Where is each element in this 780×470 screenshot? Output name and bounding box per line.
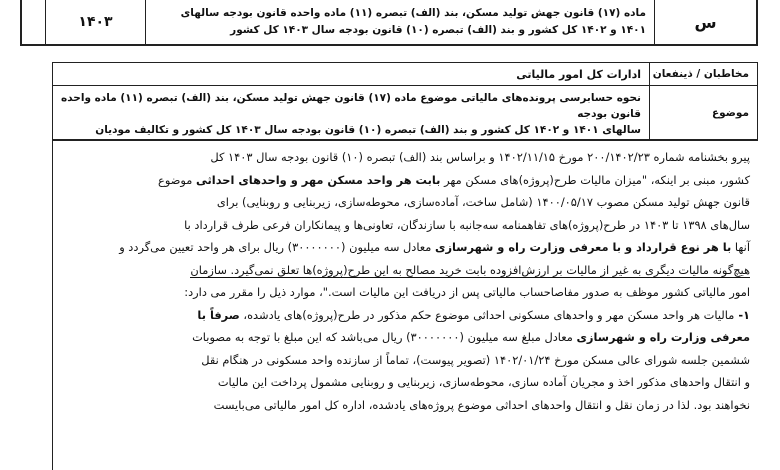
body-text-run: معادل سه میلیون (۳۰۰۰۰۰۰۰) ریال برای هر واحد تعیین می‌گردد و [119, 240, 436, 254]
subject-value [53, 86, 649, 139]
circular-year: ۱۴۰۳ [45, 0, 145, 44]
subject-line2: سالهای ۱۴۰۱ و ۱۴۰۲ کل کشور و بند (الف) تبصره (۱۰) قانون بودجه سال ۱۴۰۳ کل کشور و تکالیف مودیان [95, 124, 641, 136]
body-bold-run: با هر نوع قرارداد و با معرفی وزارت راه و شهرسازی [435, 240, 732, 254]
subject-line1: نحوه حسابرسی پرونده‌های مالیاتی موضوع ماده (۱۷) قانون جهش تولید مسکن، بند (الف) تبصره (۱۱) ماده واحده قانون بودجه [61, 92, 641, 120]
body-text-run: معادل مبلغ سه میلیون (۳۰۰۰۰۰۰۰) ریال می‌باشد که این مبلغ با توجه به مصوبات [192, 330, 577, 344]
addressee-value: ادارات کل امور مالیاتی [516, 67, 641, 81]
body-line: نخواهند بود. لذا در زمان نقل و انتقال واحدهای احداثی موضوع پروژه‌های یادشده، اداره کل امور مالیاتی می‌بایست [213, 397, 750, 412]
circular-body [58, 146, 750, 416]
body-bold-run: صرفاً با [197, 307, 240, 322]
body-line: و انتقال واحدهای مذکور اخذ و مجریان آماده سازی، محوطه‌سازی، زیربنایی و روبنایی مشمول پرداخت این مالیات [217, 375, 750, 389]
body-bold-run: بابت هر واحد مسکن مهر و واحدهای احداثی [196, 172, 441, 187]
body-line [58, 259, 750, 282]
body-text-run: مالیات هر واحد مسکن مهر و واحدهای مسکونی احداثی موضوع حکم مذکور در طرح(پروژه)های یادشده، [239, 307, 735, 322]
body-left-rule [52, 140, 53, 470]
body-line [58, 304, 750, 327]
addressee-row [53, 63, 757, 86]
body-text-run: کشور، مبنی بر اینکه، "میزان مالیات طرح(پروژه)های مسکن مهر [440, 172, 750, 187]
header-table [52, 62, 758, 140]
circular-info-table [20, 0, 758, 46]
body-top-rule [52, 140, 758, 141]
body-underlined-run: هیچ‌گونه مالیات دیگری به غیر از مالیات بر ارزش‌افزوده بابت خرید مصالح به این طرح(پروژه)ها تعلق نمی‌گیرد. سازمان [190, 262, 750, 277]
subject-label: موضوع [649, 86, 757, 139]
addressee-label: مخاطبان / ذینفعان [649, 63, 757, 85]
body-text-run: موضوع [158, 172, 196, 187]
body-line [58, 326, 750, 349]
body-line: سال‌های ۱۳۹۸ تا ۱۴۰۳ در طرح(پروژه)های تفاهمنامه سه‌جانبه با سازندگان، تعاونی‌ها و پیمانکاران فرعی طرف قرارداد با [184, 217, 750, 232]
body-line [58, 169, 750, 192]
item-number: ۱- [738, 307, 750, 322]
body-line: امور مالیاتی کشور موظف به صدور مفاصاحساب مالیاتی پس از دریافت این مالیات است."، موارد ذیل را مقرر می دارد: [184, 285, 750, 299]
subject-row [53, 86, 757, 139]
body-text-run: آنها [731, 240, 750, 254]
body-line: پیرو بخشنامه شماره ۲۰۰/۱۴۰۲/۲۳ مورخ ۱۴۰۲/۱۱/۱۵ و براساس بند (الف) تبصره (۱۰) قانون بودجه سال ۱۴۰۳ کل [210, 150, 750, 164]
circular-title-line1: ماده (۱۷) قانون جهش تولید مسکن، بند (الف) تبصره (۱۱) ماده واحده قانون بودجه سالهای [180, 7, 646, 19]
circular-code: س [654, 0, 756, 44]
circular-title-line2: ۱۴۰۱ و ۱۴۰۲ کل کشور و بند (الف) تبصره (۱۰) قانون بودجه سال ۱۴۰۳ کل کشور [230, 24, 646, 36]
body-line: قانون جهش تولید مسکن مصوب ۱۴۰۰/۰۵/۱۷ (شامل ساخت، آماده‌سازی، محوطه‌سازی، زیربنایی و روبنایی) برای [216, 195, 750, 209]
circular-blank-cell [22, 0, 45, 44]
body-line [58, 236, 750, 259]
circular-title [145, 0, 654, 44]
body-line: ششمین جلسه شورای عالی مسکن مورخ ۱۴۰۲/۰۱/۲۴ (تصویر پیوست)، تماماً از سازنده واحد مسکونی در هنگام نقل [201, 352, 750, 367]
body-bold-run: معرفی وزارت راه و شهرسازی [576, 330, 750, 344]
